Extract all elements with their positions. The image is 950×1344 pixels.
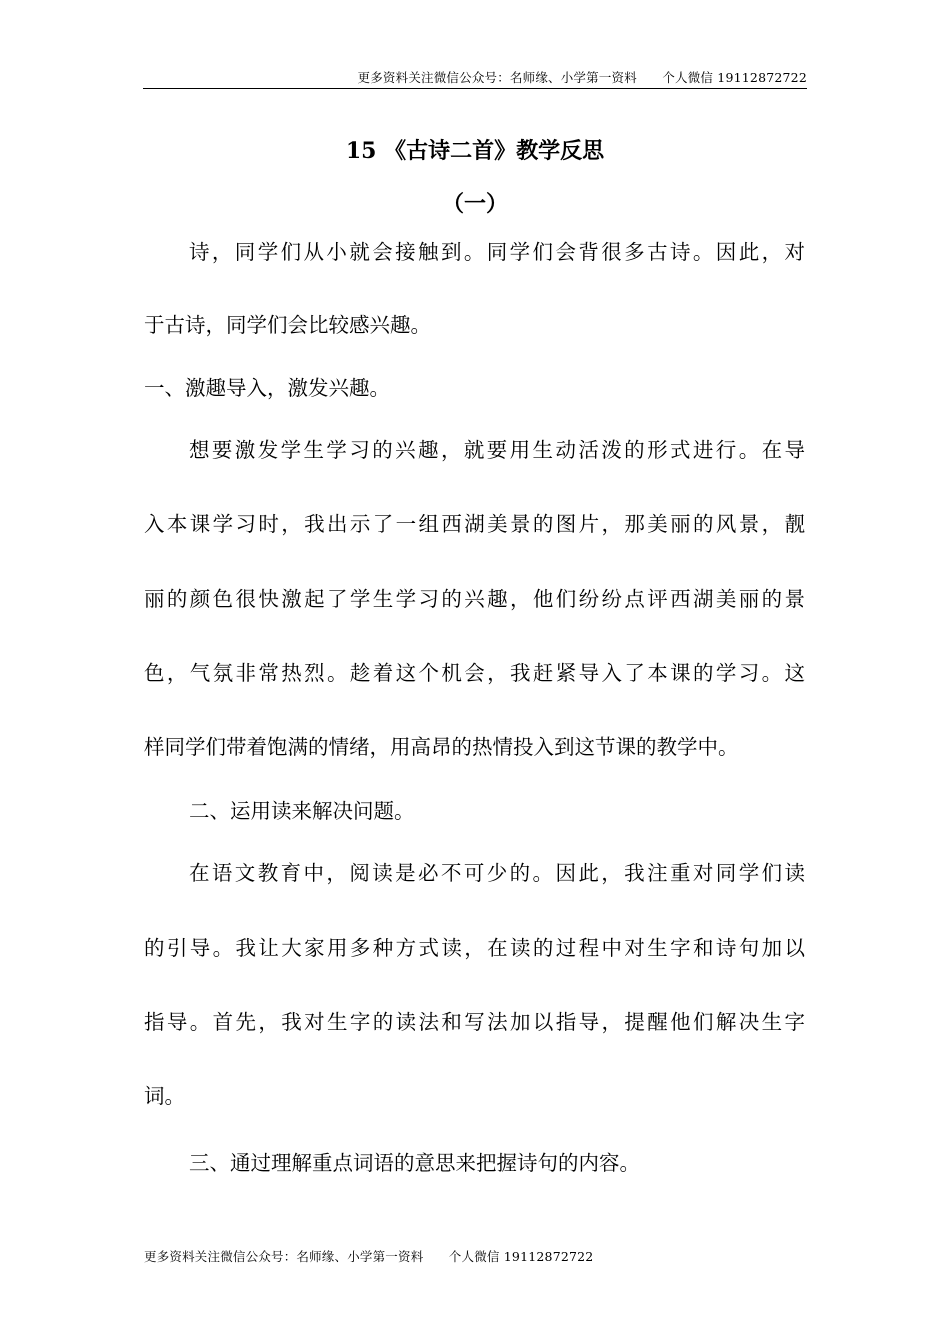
page-header bbox=[143, 66, 807, 89]
section-heading: 二、运用读来解决问题。 bbox=[189, 799, 415, 823]
paragraph-line: 入本课学习时，我出示了一组西湖美景的图片，那美丽的风景，靓 bbox=[144, 512, 805, 536]
paragraph-line: 于古诗，同学们会比较感兴趣。 bbox=[144, 313, 431, 337]
paragraph-line: 的引导。我让大家用多种方式读，在读的过程中对生字和诗句加以 bbox=[144, 936, 805, 960]
paragraph-line: 在语文教育中，阅读是必不可少的。因此，我注重对同学们读 bbox=[189, 861, 805, 885]
document-title: 15 《古诗二首》教学反思 bbox=[345, 138, 605, 164]
section-heading: 三、通过理解重点词语的意思来把握诗句的内容。 bbox=[189, 1151, 640, 1175]
paragraph-line: 丽的颜色很快激起了学生学习的兴趣，他们纷纷点评西湖美丽的景 bbox=[144, 587, 805, 611]
paragraph-line: 诗，同学们从小就会接触到。同学们会背很多古诗。因此，对 bbox=[189, 240, 805, 264]
section-heading: 一、激趣导入，激发兴趣。 bbox=[144, 376, 390, 400]
paragraph-line: 色，气氛非常热烈。趁着这个机会，我赶紧导入了本课的学习。这 bbox=[144, 661, 805, 685]
paragraph-line: 词。 bbox=[144, 1084, 185, 1108]
header-text: 更多资料关注微信公众号：名师缘、小学第一资料 个人微信 19112872722 bbox=[357, 70, 807, 85]
page-footer: 更多资料关注微信公众号：名师缘、小学第一资料 个人微信 19112872722 bbox=[144, 1249, 594, 1264]
section-subtitle: （一） bbox=[441, 191, 508, 217]
paragraph-line: 指导。首先，我对生字的读法和写法加以指导，提醒他们解决生字 bbox=[144, 1010, 805, 1034]
paragraph-line: 样同学们带着饱满的情绪，用高昂的热情投入到这节课的教学中。 bbox=[144, 735, 739, 759]
paragraph-line: 想要激发学生学习的兴趣，就要用生动活泼的形式进行。在导 bbox=[189, 438, 805, 462]
